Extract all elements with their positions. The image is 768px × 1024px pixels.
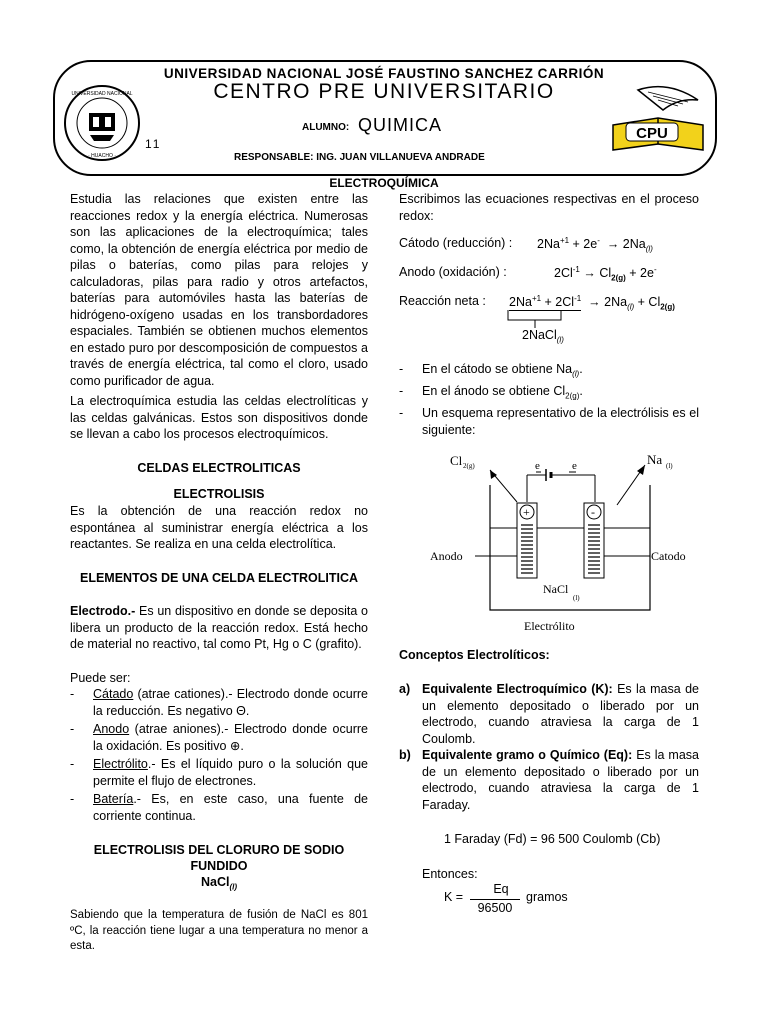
k-unit: gramos bbox=[526, 890, 568, 904]
heading-fundido: FUNDIDO bbox=[190, 859, 248, 873]
entonces-label: Entonces: bbox=[422, 867, 478, 881]
university-name: UNIVERSIDAD NACIONAL JOSÉ FAUSTINO SANCHEZ CARRIÓN bbox=[163, 66, 605, 81]
heading-electrolisis: ELECTROLISIS bbox=[173, 487, 265, 501]
concepto-b: b) Equivalente gramo o Químico (Eq): Es la masa de un elemento depositado o liberado por un electrodo, cuando atraviesa la carga de 1 Faraday. bbox=[399, 748, 699, 812]
nacl-product: 2NaCl$_{(l)}$ bbox=[522, 328, 564, 345]
na-label: Na bbox=[647, 452, 663, 467]
electron-label: e bbox=[535, 460, 540, 472]
net-equation: Reacción neta : $2Na^{+1} + 2Cl^{-1} \to 2Na_{(l)} + Cl_{2(g)}$ bbox=[399, 294, 675, 312]
heading-elementos: ELEMENTOS DE UNA CELDA ELECTROLITICA bbox=[79, 571, 358, 585]
electrodo-paragraph bbox=[70, 603, 368, 653]
svg-text:· HUACHO ·: · HUACHO · bbox=[88, 153, 116, 159]
electrolisis-paragraph: Es la obtención de una reacción redox no espontánea al suministrar energía eléctrica a los reactantes. Se realiza en una celda electrolítica. bbox=[70, 504, 368, 551]
nacl-sub: (l) bbox=[573, 594, 580, 602]
redox-intro: Escribimos las ecuaciones respectivas en el proceso redox: bbox=[399, 192, 699, 223]
k-numerator: Eq bbox=[493, 882, 509, 896]
faraday-equation: 1 Faraday (Fd) = 96 500 Coulomb (Cb) bbox=[444, 832, 661, 846]
list-item: - Batería.- Es, en este caso, una fuente de corriente continua. bbox=[70, 792, 368, 823]
cathode-electrode bbox=[584, 503, 604, 578]
heading-nacl: NaCl$_{(l)}$ bbox=[200, 875, 238, 892]
page-number: 11 bbox=[145, 137, 162, 151]
heading-conceptos: Conceptos Electrolíticos: bbox=[399, 648, 550, 662]
bracket-line bbox=[505, 310, 565, 330]
heading-celdas: CELDAS ELECTROLITICAS bbox=[137, 461, 301, 475]
electrolysis-diagram bbox=[420, 445, 720, 645]
heading-cloruro: ELECTROLISIS DEL CLORURO DE SODIO bbox=[93, 843, 345, 857]
alumno-label: ALUMNO: bbox=[302, 122, 350, 133]
list-item: - Electrólito.- Es el líquido puro o la solución que permite el flujo de electrones. bbox=[70, 757, 368, 788]
k-label: K = bbox=[444, 890, 464, 904]
fraction-bar bbox=[470, 899, 520, 900]
concepto-a: a) Equivalente Electroquímico (K): Es la masa de un elemento depositado o liberado por un electrodo, cuando atraviesa la carga de 1 Coulomb. bbox=[399, 682, 699, 746]
svg-text:-: - bbox=[591, 505, 595, 519]
electrodo-text: Es un dispositivo en donde se deposita o libera un producto de la reacción redox. Está hecho de material no reactivo, tal como Pt, Hg o C (grafito). bbox=[70, 604, 368, 651]
svg-text:CPU: CPU bbox=[636, 125, 668, 142]
svg-text:+: + bbox=[523, 505, 530, 519]
product-list bbox=[399, 361, 699, 438]
intro-paragraph: Estudia las relaciones que existen entre las reacciones redox y la energía eléctrica. Numerosas son las aplicaciones de la electroquímica; tales como, la obtención de energía eléctrica por medio de pilas o baterías, como pilas para relojes y calculadoras, pilas para radio y otros artefactos, baterías para automóviles hasta las baterías de hidrógeno-oxígeno usadas en los transbordadores espaciales. También se obtienen muchos elementos en estado puro por descomposición de compuestos a través de energía eléctrica, tal como el cloro, usado como purificador de agua. bbox=[70, 192, 368, 388]
center-name: CENTRO PRE UNIVERSITARIO bbox=[213, 80, 555, 103]
na-sub: (l) bbox=[666, 462, 673, 470]
electrolito-label: Electrólito bbox=[524, 619, 575, 633]
list-item: - Cátado (atrae cationes).- Electrodo donde ocurre la reducción. Es negativo Θ. bbox=[70, 687, 368, 718]
anode-electrode bbox=[517, 503, 537, 578]
list-item: - En el cátodo se obtiene $Na_{(l)}$. bbox=[399, 362, 583, 379]
subject-title: QUIMICA bbox=[358, 115, 443, 135]
cl2-label: Cl bbox=[450, 453, 463, 468]
svg-text:UNIVERSIDAD NACIONAL: UNIVERSIDAD NACIONAL bbox=[71, 91, 133, 97]
list-item: - Un esquema representativo de la electrólisis es el siguiente: bbox=[399, 406, 699, 437]
catodo-equation: Cátodo (reducción) : $2Na^{+1} + 2e^- \to 2Na_{(l)}$ bbox=[399, 236, 653, 254]
fusion-paragraph: Sabiendo que la temperatura de fusión de NaCl es 801 ºC, la reacción tiene lugar a una temperatura no menor a esta. bbox=[70, 909, 368, 952]
responsable-line: RESPONSABLE: ING. JUAN VILLANUEVA ANDRADE bbox=[234, 152, 485, 163]
anodo-equation: Anodo (oxidación) : $2Cl^{-1} \to Cl_{2(g)} + 2e^-$ bbox=[399, 265, 657, 283]
nacl-label: NaCl bbox=[543, 582, 569, 596]
catodo-label: Catodo bbox=[651, 549, 686, 563]
list-item: - En el ánodo se obtiene $Cl_{2(g)}$. bbox=[399, 384, 583, 401]
puede-ser-label: Puede ser: bbox=[70, 671, 131, 685]
k-denominator: 96500 bbox=[477, 901, 513, 915]
cl2-sub: 2(g) bbox=[463, 462, 475, 470]
anodo-label: Anodo bbox=[430, 549, 463, 563]
cell-container bbox=[490, 485, 650, 610]
electrode-list bbox=[70, 686, 368, 824]
list-item: - Anodo (atrae aniones).- Electrodo donde ocurre la oxidación. Es positivo ⊕. bbox=[70, 722, 368, 753]
electron-label: e bbox=[572, 460, 577, 472]
intro-paragraph-2: La electroquímica estudia las celdas electrolíticas y las celdas galvánicas. Estos son dispositivos donde se llevan a cabo los procesos electroquímicos. bbox=[70, 394, 368, 441]
document-title: ELECTROQUÍMICA bbox=[329, 176, 439, 190]
electrodo-term: Electrodo.- bbox=[70, 604, 136, 618]
